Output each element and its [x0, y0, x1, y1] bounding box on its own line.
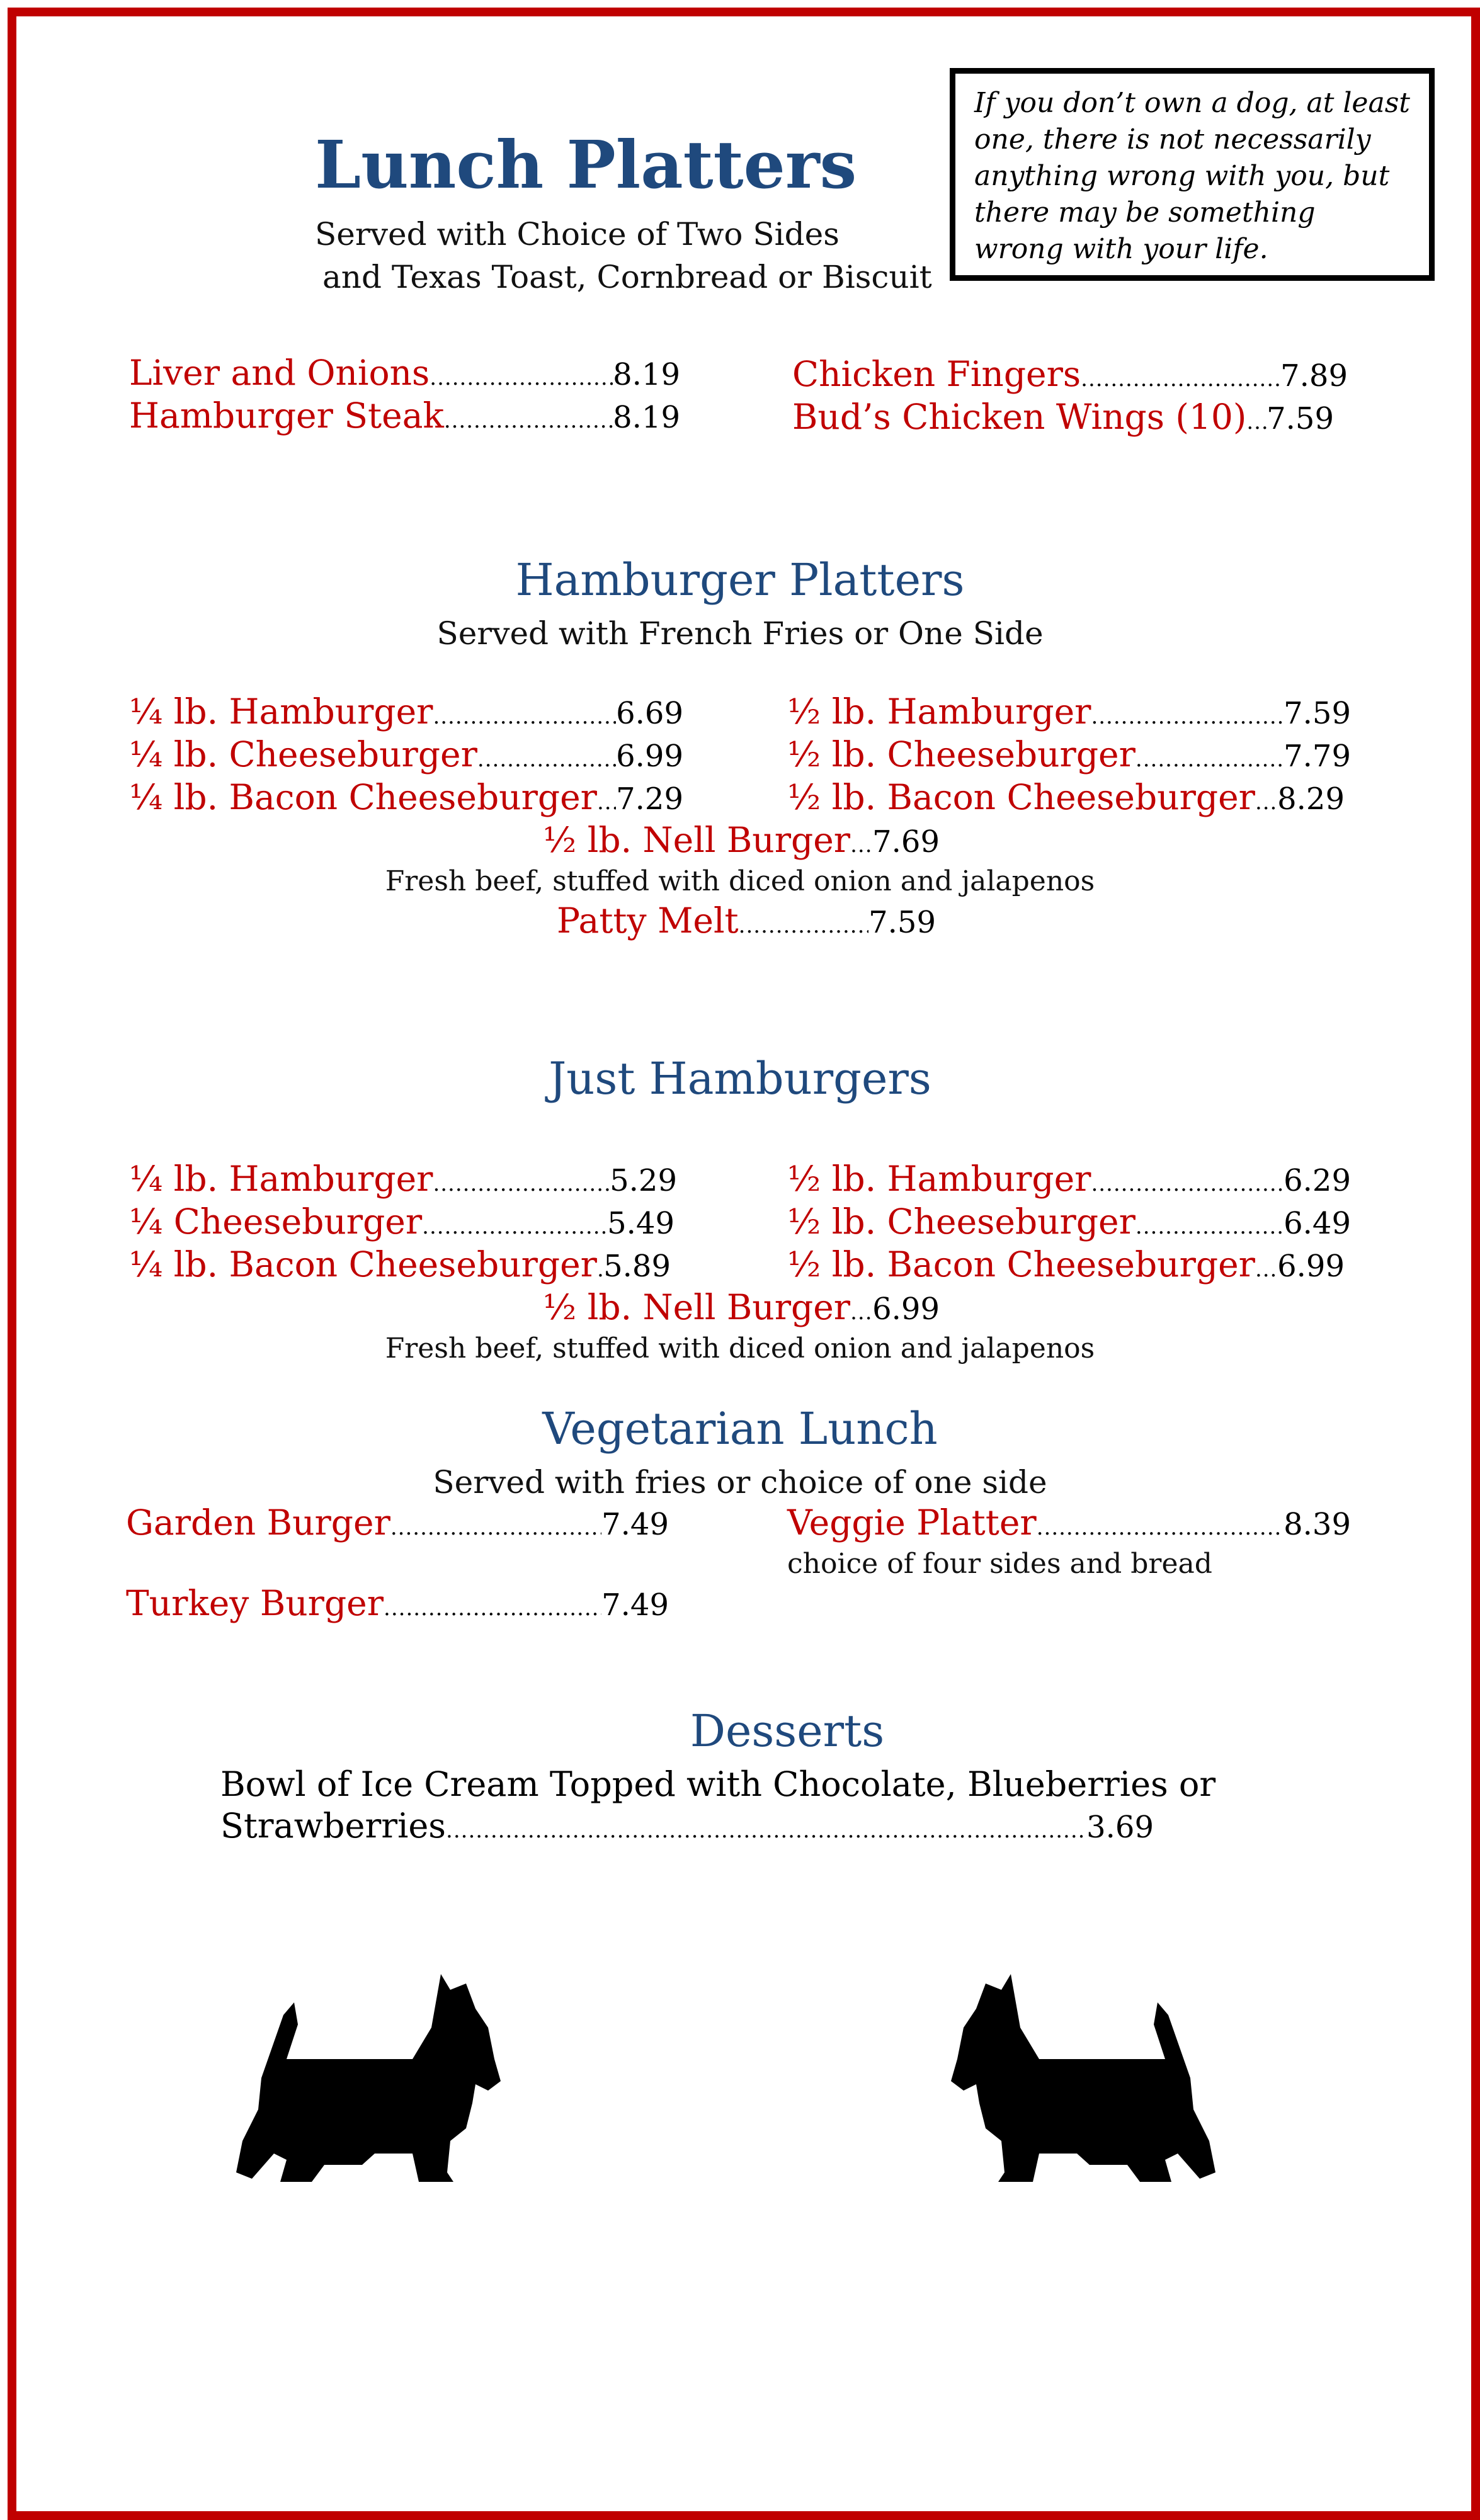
item-name: ½ lb. Hamburger [787, 1159, 1091, 1199]
menu-item [787, 1159, 1351, 1199]
leader-dots [433, 1171, 610, 1196]
item-name: ½ lb. Bacon Cheeseburger [787, 1244, 1255, 1285]
item-name: Garden Burger [126, 1502, 390, 1543]
menu-item [792, 354, 1348, 394]
leader-dots [1081, 366, 1280, 392]
section-title-vegetarian: Vegetarian Lunch [542, 1403, 938, 1455]
menu-item [787, 691, 1351, 732]
item-price: 5.89 [603, 1249, 671, 1284]
section-title-just-hamburgers: Just Hamburgers [549, 1053, 931, 1104]
menu-item [787, 1201, 1351, 1242]
leader-dots [739, 913, 868, 938]
item-description: Fresh beef, stuffed with diced onion and jalapenos [385, 865, 1095, 897]
menu-item [129, 734, 683, 775]
item-price: 5.29 [610, 1163, 677, 1198]
scottish-terrier-icon [224, 1965, 510, 2191]
item-name: ¼ lb. Bacon Cheeseburger [129, 1244, 597, 1285]
item-price: 7.69 [872, 824, 940, 860]
section-title-desserts: Desserts [690, 1705, 885, 1757]
section-subtitle: Served with French Fries or One Side [436, 615, 1044, 652]
leader-dots [446, 1818, 1086, 1843]
leader-dots [390, 1515, 601, 1540]
item-description: Fresh beef, stuffed with diced onion and jalapenos [385, 1332, 1095, 1365]
menu-item [129, 1159, 677, 1199]
dessert-line-1: Bowl of Ice Cream Topped with Chocolate, Blueberries or [220, 1764, 1216, 1804]
item-name: ¼ lb. Hamburger [129, 1159, 433, 1199]
menu-item-dessert [220, 1806, 1154, 1846]
item-price: 3.69 [1086, 1810, 1154, 1845]
leader-dots [1091, 704, 1284, 729]
item-name: ½ lb. Cheeseburger [787, 734, 1136, 775]
menu-item [129, 395, 680, 436]
dog-quote-box: If you don’t own a dog, at least one, there is not necessarily anything wrong with you, but there may be something wrong with your life. [950, 68, 1435, 281]
menu-item [126, 1502, 669, 1543]
item-name: Chicken Fingers [792, 354, 1081, 394]
item-name: ½ lb. Nell Burger [543, 1287, 851, 1327]
item-name: ¼ Cheeseburger [129, 1201, 423, 1242]
item-name: Hamburger Steak [129, 395, 444, 436]
leader-dots [1255, 1257, 1277, 1282]
item-price: 7.29 [616, 781, 683, 817]
leader-dots [597, 1257, 603, 1282]
leader-dots [1136, 1214, 1284, 1239]
item-price: 6.99 [872, 1291, 940, 1327]
leader-dots [422, 1214, 607, 1239]
item-price: 6.29 [1284, 1163, 1351, 1198]
menu-item [792, 397, 1334, 437]
subtitle-line-1: Served with Choice of Two Sides [315, 216, 840, 253]
menu-item-nell-burger [543, 1287, 940, 1327]
item-price: 6.99 [616, 739, 683, 774]
item-price: 7.59 [868, 905, 936, 940]
menu-item [129, 777, 683, 817]
item-price: 7.59 [1267, 401, 1334, 436]
menu-item [129, 353, 680, 393]
item-price: 8.29 [1277, 781, 1345, 817]
item-name: ½ lb. Bacon Cheeseburger [787, 777, 1255, 817]
menu-item-patty-melt [557, 900, 936, 941]
leader-dots [850, 832, 872, 858]
item-price: 8.19 [613, 357, 680, 392]
menu-item [787, 777, 1345, 817]
section-subtitle: Served with fries or choice of one side [433, 1464, 1047, 1501]
menu-item [129, 691, 683, 732]
leader-dots [850, 1300, 872, 1325]
item-price: 8.19 [613, 400, 680, 435]
item-name: ¼ lb. Cheeseburger [129, 734, 477, 775]
item-price: 6.49 [1284, 1206, 1351, 1241]
item-price: 7.49 [601, 1587, 669, 1623]
page-title: Lunch Platters [315, 126, 857, 203]
leader-dots [384, 1596, 601, 1621]
item-name: ½ lb. Hamburger [787, 691, 1091, 732]
leader-dots [1246, 409, 1267, 434]
subtitle-line-2: and Texas Toast, Cornbread or Biscuit [322, 259, 932, 295]
menu-item-nell-burger [543, 820, 940, 860]
item-name: ½ lb. Cheeseburger [787, 1201, 1136, 1242]
leader-dots [1037, 1515, 1284, 1540]
item-name: Liver and Onions [129, 353, 430, 393]
item-name: Strawberries [220, 1806, 447, 1846]
menu-item [787, 734, 1351, 775]
leader-dots [477, 747, 616, 772]
menu-item [787, 1502, 1351, 1543]
item-name: ¼ lb. Bacon Cheeseburger [129, 777, 597, 817]
item-name: ½ lb. Nell Burger [543, 820, 851, 860]
item-price: 7.59 [1284, 696, 1351, 731]
item-name: Veggie Platter [787, 1502, 1037, 1543]
item-name: Bud’s Chicken Wings (10) [792, 397, 1247, 437]
leader-dots [1091, 1171, 1284, 1196]
scottish-terrier-icon [942, 1965, 1228, 2191]
item-price: 7.49 [601, 1507, 669, 1542]
menu-item [129, 1201, 675, 1242]
item-name: Patty Melt [557, 900, 739, 941]
item-price: 6.99 [1277, 1249, 1345, 1284]
leader-dots [430, 365, 613, 390]
menu-item [129, 1244, 671, 1285]
leader-dots [597, 790, 616, 815]
menu-item [787, 1244, 1345, 1285]
menu-item [126, 1583, 669, 1623]
leader-dots [433, 704, 616, 729]
item-price: 7.79 [1284, 739, 1351, 774]
item-price: 7.89 [1280, 358, 1348, 394]
item-price: 5.49 [607, 1206, 675, 1241]
section-title-hamburger-platters: Hamburger Platters [515, 554, 965, 606]
leader-dots [1136, 747, 1284, 772]
item-description: choice of four sides and bread [787, 1548, 1212, 1580]
item-name: Turkey Burger [126, 1583, 384, 1623]
item-name: ¼ lb. Hamburger [129, 691, 433, 732]
leader-dots [1255, 790, 1277, 815]
leader-dots [444, 408, 613, 433]
item-price: 6.69 [616, 696, 683, 731]
item-price: 8.39 [1284, 1507, 1351, 1542]
